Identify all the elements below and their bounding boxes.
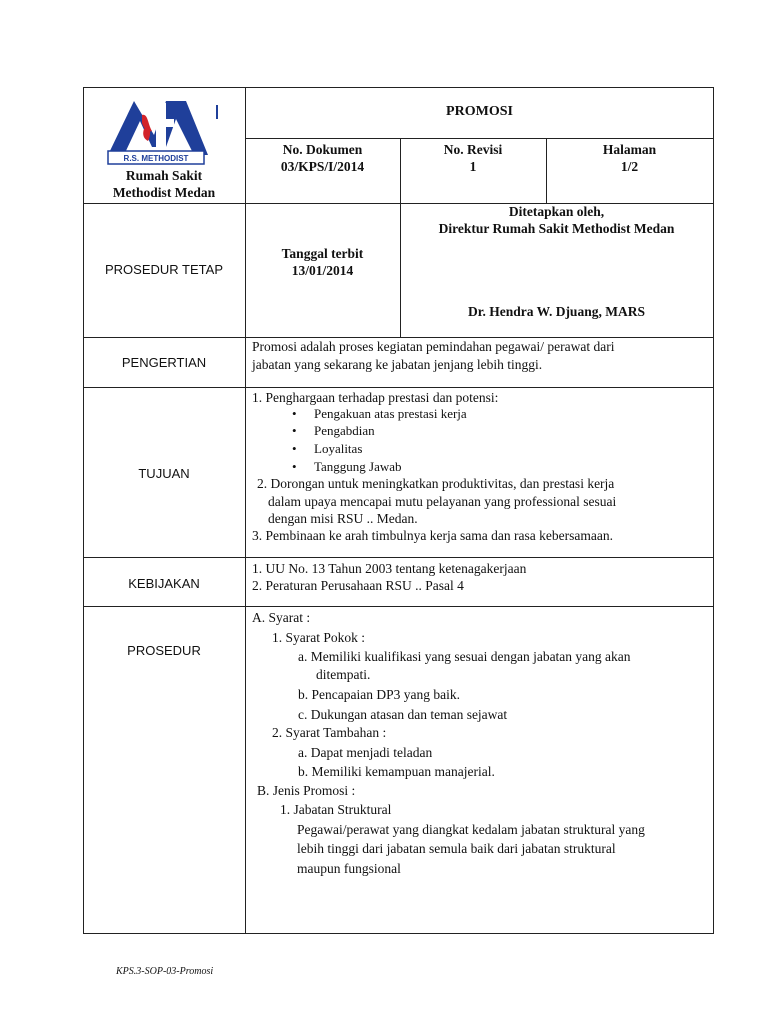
prosedur-a2b: b. Memiliki kemampuan manajerial. — [298, 764, 495, 779]
prosedur-a1a-line1: a. Memiliki kualifikasi yang sesuai dengan jabatan yang akan — [298, 649, 631, 664]
footer-code: KPS.3-SOP-03-Promosi — [116, 966, 214, 977]
tujuan-bullet-3: • Loyalitas — [314, 440, 362, 458]
kebijakan-item-2: 2. Peraturan Perusahaan RSU .. Pasal 4 — [252, 578, 464, 593]
prosedur-a1: 1. Syarat Pokok : — [272, 630, 365, 645]
tujuan-item-2-line1: 2. Dorongan untuk meningkatkan produktivitas, dan prestasi kerja — [257, 476, 615, 491]
kebijakan-item-1: 1. UU No. 13 Tahun 2003 tentang ketenagakerjaan — [252, 561, 527, 576]
set-by-line1: Ditetapkan oleh, — [508, 204, 605, 219]
page-label: Halaman — [602, 142, 657, 157]
prosedur-a2: 2. Syarat Tambahan : — [272, 725, 387, 740]
revision-label: No. Revisi — [443, 142, 503, 157]
tujuan-item-2-line3: dengan misi RSU .. Medan. — [268, 511, 418, 526]
tujuan-item-2-line2: dalam upaya mencapai mutu pelayanan yang professional sesuai — [268, 494, 617, 509]
prosedur-a1a-line2: ditempati. — [316, 667, 371, 682]
prosedur-b1-line2: lebih tinggi dari jabatan semula baik dari jabatan struktural — [297, 841, 616, 856]
prosedur-a1c: c. Dukungan atasan dan teman sejawat — [298, 707, 508, 722]
logo-text: R.S. METHODIST — [123, 154, 189, 163]
issued-date-label: Tanggal terbit — [281, 246, 364, 261]
prosedur-a: A. Syarat : — [252, 610, 311, 625]
prosedur-tetap-label: PROSEDUR TETAP — [105, 262, 223, 277]
prosedur-b1-line3: maupun fungsional — [297, 861, 401, 876]
kebijakan-label: KEBIJAKAN — [128, 576, 200, 591]
tujuan-bullet-1: • Pengakuan atas prestasi kerja — [314, 405, 467, 423]
doc-number-value: 03/KPS/I/2014 — [280, 159, 365, 174]
tujuan-item-3: 3. Pembinaan ke arah timbulnya kerja sama dan rasa kebersamaan. — [252, 528, 613, 543]
tujuan-bullet-2: • Pengabdian — [314, 422, 375, 440]
pengertian-text-line2: jabatan yang sekarang ke jabatan jenjang lebih tinggi. — [252, 357, 543, 372]
revision-value: 1 — [469, 159, 477, 174]
signatory-name: Dr. Hendra W. Djuang, MARS — [468, 304, 645, 319]
prosedur-b: B. Jenis Promosi : — [257, 783, 356, 798]
prosedur-b1-line1: Pegawai/perawat yang diangkat kedalam jabatan struktural yang — [297, 822, 645, 837]
pengertian-text-line1: Promosi adalah proses kegiatan pemindahan pegawai/ perawat dari — [252, 339, 615, 354]
document-title: PROMOSI — [446, 104, 513, 119]
tujuan-bullet-4: • Tanggung Jawab — [314, 458, 402, 476]
prosedur-a2a: a. Dapat menjadi teladan — [298, 745, 433, 760]
page-value: 1/2 — [620, 159, 639, 174]
prosedur-b1: 1. Jabatan Struktural — [280, 802, 392, 817]
hospital-logo — [104, 95, 228, 167]
pengertian-label: PENGERTIAN — [121, 355, 207, 370]
issued-date-value: 13/01/2014 — [291, 263, 354, 278]
tujuan-label: TUJUAN — [138, 466, 190, 481]
tujuan-item-1: 1. Penghargaan terhadap prestasi dan potensi: — [252, 390, 499, 405]
doc-number-label: No. Dokumen — [282, 142, 363, 157]
set-by-line2: Direktur Rumah Sakit Methodist Medan — [438, 221, 675, 236]
prosedur-label: PROSEDUR — [127, 643, 201, 658]
prosedur-a1b: b. Pencapaian DP3 yang baik. — [298, 687, 460, 702]
hospital-name-line2: Methodist Medan — [112, 185, 216, 200]
hospital-name-line1: Rumah Sakit — [125, 168, 203, 183]
